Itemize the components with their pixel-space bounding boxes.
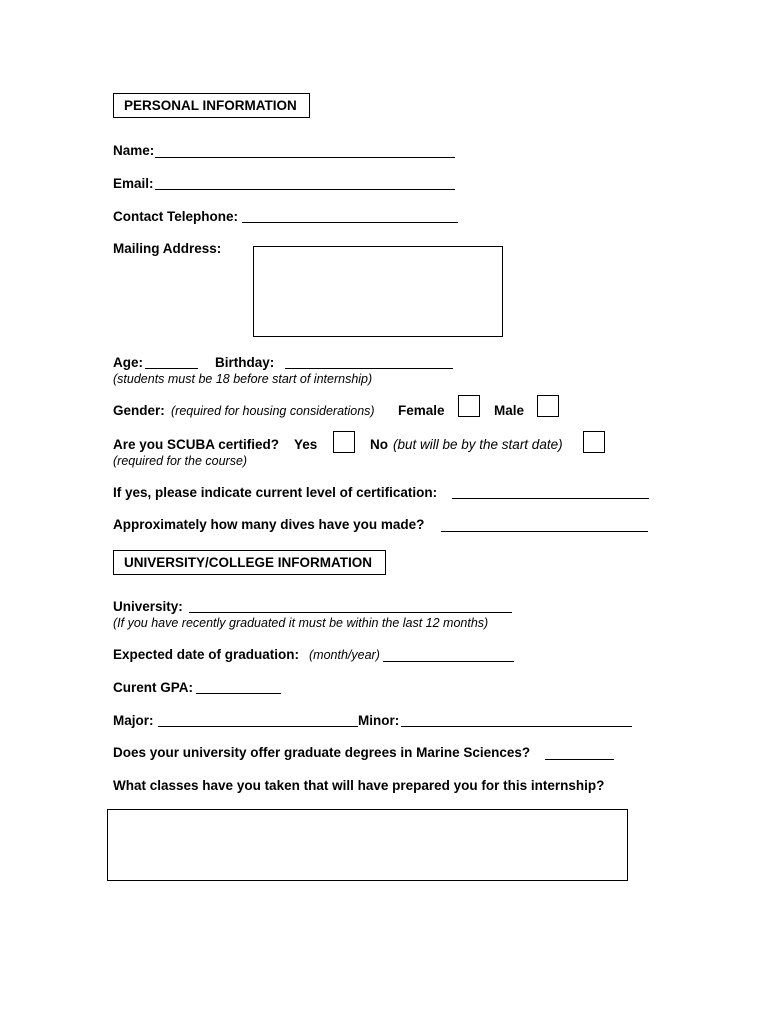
classes-taken-input[interactable] — [108, 810, 627, 880]
certification-level-line — [452, 498, 649, 499]
university-label: University: — [113, 599, 183, 614]
name-label: Name: — [113, 143, 155, 158]
mailing-address-box — [253, 246, 503, 337]
mailing-address-label: Mailing Address: — [113, 241, 222, 256]
scuba-no-note: (but will be by the start date) — [393, 437, 563, 452]
graduate-degrees-label: Does your university offer graduate degrees in Marine Sciences? — [113, 745, 531, 760]
scuba-no-checkbox[interactable] — [583, 431, 605, 453]
minor-label: Minor: — [358, 713, 400, 728]
email-line — [155, 189, 455, 190]
gpa-line — [196, 693, 281, 694]
scuba-yes-checkbox[interactable] — [333, 431, 355, 453]
female-label: Female — [398, 403, 445, 418]
telephone-line — [242, 222, 458, 223]
name-line — [155, 157, 455, 158]
age-line — [145, 368, 198, 369]
major-label: Major: — [113, 713, 154, 728]
telephone-label: Contact Telephone: — [113, 209, 239, 224]
male-checkbox[interactable] — [537, 395, 559, 417]
gender-label: Gender: — [113, 403, 165, 418]
personal-information-title: PERSONAL INFORMATION — [124, 98, 297, 113]
age-label: Age: — [113, 355, 143, 370]
birthday-label: Birthday: — [215, 355, 275, 370]
minor-input[interactable] — [401, 710, 632, 726]
email-label: Email: — [113, 176, 154, 191]
birthday-line — [285, 368, 453, 369]
age-note: (students must be 18 before start of internship) — [113, 372, 373, 386]
telephone-input[interactable] — [242, 206, 458, 222]
gpa-label: Curent GPA: — [113, 680, 193, 695]
birthday-input[interactable] — [285, 352, 453, 368]
graduate-degrees-line — [545, 759, 614, 760]
scuba-yes-label: Yes — [294, 437, 318, 452]
university-line — [189, 612, 512, 613]
dives-count-label: Approximately how many dives have you made? — [113, 517, 425, 532]
dives-count-input[interactable] — [441, 515, 648, 531]
mailing-address-input[interactable] — [254, 247, 502, 336]
male-label: Male — [494, 403, 525, 418]
female-checkbox[interactable] — [458, 395, 480, 417]
gender-note: (required for housing considerations) — [171, 404, 375, 418]
graduate-degrees-input[interactable] — [545, 743, 614, 759]
minor-line — [401, 726, 632, 727]
gpa-input[interactable] — [196, 677, 281, 693]
graduation-date-line — [383, 661, 514, 662]
certification-level-input[interactable] — [452, 482, 649, 498]
email-input[interactable] — [155, 173, 455, 189]
classes-taken-label: What classes have you taken that will have prepared you for this internship? — [113, 778, 605, 793]
age-input[interactable] — [145, 352, 198, 368]
scuba-label: Are you SCUBA certified? — [113, 437, 280, 452]
scuba-note: (required for the course) — [113, 454, 248, 468]
graduation-date-input[interactable] — [383, 645, 514, 661]
graduation-date-label: Expected date of graduation: — [113, 647, 300, 662]
scuba-no-label: No — [370, 437, 388, 452]
dives-count-line — [441, 531, 648, 532]
certification-level-label: If yes, please indicate current level of certification: — [113, 485, 438, 500]
classes-taken-box — [107, 809, 628, 881]
major-input[interactable] — [158, 710, 358, 726]
name-input[interactable] — [155, 141, 455, 157]
university-note: (If you have recently graduated it must be within the last 12 months) — [113, 616, 489, 630]
major-line — [158, 726, 358, 727]
university-information-heading — [113, 550, 386, 575]
graduation-date-note: (month/year) — [309, 648, 380, 662]
personal-information-heading — [113, 93, 310, 118]
university-input[interactable] — [189, 596, 512, 612]
university-information-title: UNIVERSITY/COLLEGE INFORMATION — [124, 555, 373, 570]
